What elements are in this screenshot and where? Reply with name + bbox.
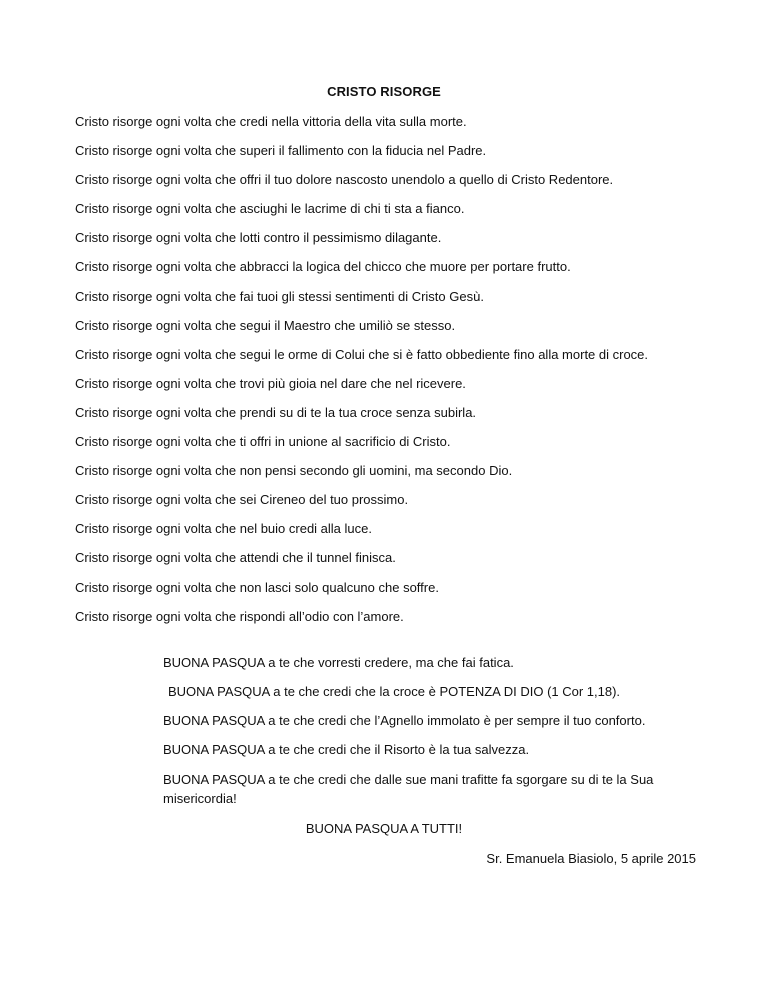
verse-line: Cristo risorge ogni volta che sei Cireneo del tuo prossimo. <box>75 492 409 508</box>
closing-greeting: BUONA PASQUA A TUTTI! <box>305 821 463 836</box>
verse-line: Cristo risorge ogni volta che prendi su di te la tua croce senza subirla. <box>75 404 477 420</box>
verse-line: Cristo risorge ogni volta che asciughi le lacrime di chi ti sta a fianco. <box>75 201 465 217</box>
verse-line: Cristo risorge ogni volta che segui il Maestro che umiliò se stesso. <box>75 317 456 333</box>
verse-line: Cristo risorge ogni volta che rispondi all’odio con l’amore. <box>75 608 404 624</box>
verse-line: Cristo risorge ogni volta che trovi più gioia nel dare che nel ricevere. <box>75 375 466 391</box>
verse-line: Cristo risorge ogni volta che offri il tuo dolore nascosto unendolo a quello di Cristo Redentore. <box>75 172 614 188</box>
verse-line: Cristo risorge ogni volta che credi nella vittoria della vita sulla morte. <box>75 114 467 129</box>
wish-line: BUONA PASQUA a te che credi che dalle sue mani trafitte fa sgorgare su di te la Sua misericordia! <box>163 772 654 806</box>
wish-line: BUONA PASQUA a te che vorresti credere, ma che fai fatica. <box>163 655 514 670</box>
author-signature: Sr. Emanuela Biasiolo, 5 aprile 2015 <box>486 851 696 866</box>
verse-line: Cristo risorge ogni volta che nel buio credi alla luce. <box>75 521 372 537</box>
verse-line: Cristo risorge ogni volta che ti offri in unione al sacrificio di Cristo. <box>75 434 451 450</box>
wish-line: BUONA PASQUA a te che credi che la croce è POTENZA DI DIO (1 Cor 1,18). <box>168 684 621 699</box>
verse-line: Cristo risorge ogni volta che superi il fallimento con la fiducia nel Padre. <box>75 143 487 159</box>
verse-line: Cristo risorge ogni volta che segui le orme di Colui che si è fatto obbediente fino alla morte di croce. <box>75 346 649 362</box>
document-title: CRISTO RISORGE <box>327 84 441 99</box>
wish-line: BUONA PASQUA a te che credi che l’Agnello immolato è per sempre il tuo conforto. <box>163 713 646 728</box>
verse-line: Cristo risorge ogni volta che attendi che il tunnel finisca. <box>75 550 396 566</box>
easter-wishes <box>163 654 703 820</box>
verse-line: Cristo risorge ogni volta che non lasci solo qualcuno che soffre. <box>75 579 439 595</box>
verse-line: Cristo risorge ogni volta che fai tuoi gli stessi sentimenti di Cristo Gesù. <box>75 288 484 304</box>
verse-list <box>75 113 725 637</box>
wish-line: BUONA PASQUA a te che credi che il Risorto è la tua salvezza. <box>163 742 530 757</box>
verse-line: Cristo risorge ogni volta che abbracci la logica del chicco che muore per portare frutto. <box>75 259 571 275</box>
verse-line: Cristo risorge ogni volta che lotti contro il pessimismo dilagante. <box>75 230 442 246</box>
verse-line: Cristo risorge ogni volta che non pensi secondo gli uomini, ma secondo Dio. <box>75 463 513 479</box>
